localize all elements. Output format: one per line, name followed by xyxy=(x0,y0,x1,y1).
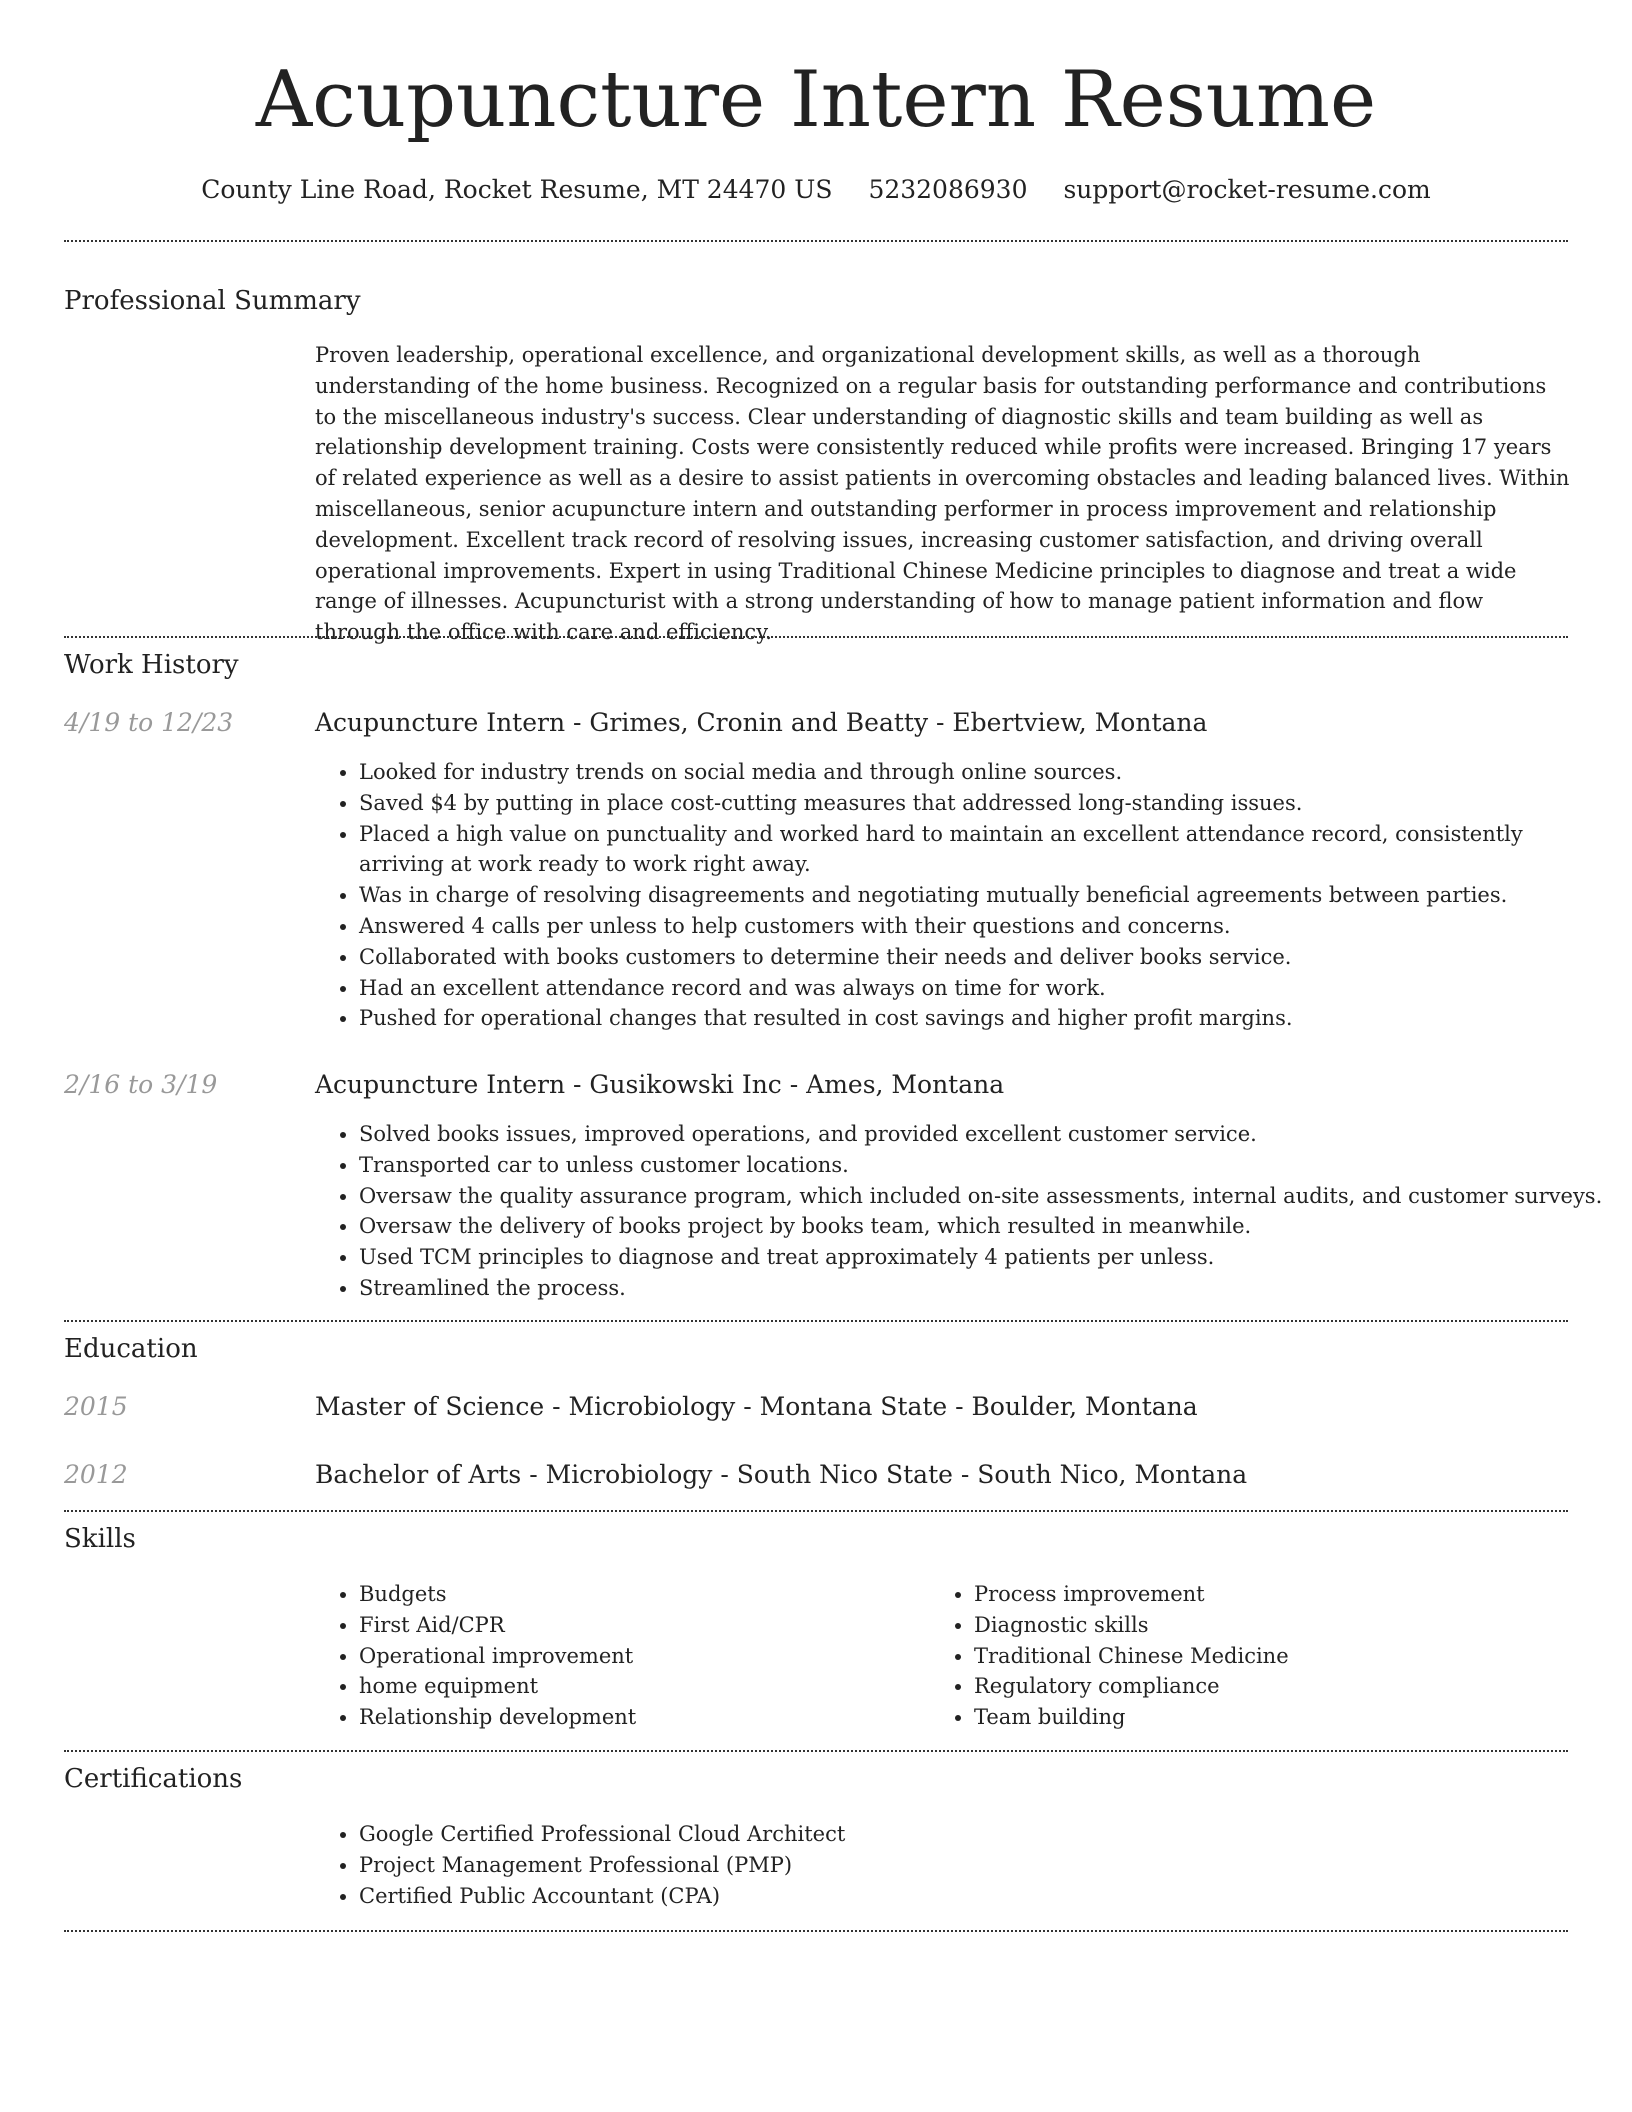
certification-item: • Certified Public Accountant (CPA) xyxy=(359,1881,1614,1912)
divider xyxy=(64,1930,1568,1932)
education-year: 2012 xyxy=(64,1460,128,1489)
skills-list-left xyxy=(315,1579,959,1733)
contact-phone: 5232086930 xyxy=(868,175,1028,204)
skill-item: • Team building xyxy=(974,1702,1594,1733)
list-item: • Answered 4 calls per unless to help customers with their questions and concerns. xyxy=(359,911,1614,942)
list-item: • Oversaw the quality assurance program, which included on-site assessments, internal audits, and customer surveys. xyxy=(359,1181,1614,1212)
divider xyxy=(64,636,1568,638)
section-heading-skills: Skills xyxy=(64,1524,136,1554)
skill-item: • home equipment xyxy=(359,1671,959,1702)
list-item: • Solved books issues, improved operations, and provided excellent customer service. xyxy=(359,1119,1614,1150)
list-item: • Looked for industry trends on social media and through online sources. xyxy=(359,757,1614,788)
list-item: • Was in charge of resolving disagreements and negotiating mutually beneficial agreements between parties. xyxy=(359,880,1614,911)
divider xyxy=(64,1510,1568,1512)
divider xyxy=(64,240,1568,242)
resume-title: Acupuncture Intern Resume xyxy=(255,55,1377,145)
list-item: • Oversaw the delivery of books project by books team, which resulted in meanwhile. xyxy=(359,1211,1614,1242)
list-item: • Streamlined the process. xyxy=(359,1273,1614,1304)
education-year: 2015 xyxy=(64,1392,128,1421)
job-dates: 4/19 to 12/23 xyxy=(64,708,234,737)
skill-item: • Diagnostic skills xyxy=(974,1610,1594,1641)
job-bullets xyxy=(315,1119,1614,1304)
certifications-list xyxy=(315,1819,1614,1911)
skills-list-right xyxy=(930,1579,1594,1733)
skill-item: • Regulatory compliance xyxy=(974,1671,1594,1702)
skill-item: • Budgets xyxy=(359,1579,959,1610)
divider xyxy=(64,1320,1568,1322)
skill-item: • Traditional Chinese Medicine xyxy=(974,1641,1594,1672)
contact-line xyxy=(0,170,1632,210)
job-bullets xyxy=(315,757,1614,1034)
education-degree: Bachelor of Arts - Microbiology - South Nico State - South Nico, Montana xyxy=(315,1460,1248,1489)
education-degree: Master of Science - Microbiology - Montana State - Boulder, Montana xyxy=(315,1392,1198,1421)
list-item: • Collaborated with books customers to determine their needs and deliver books service. xyxy=(359,942,1614,973)
contact-address: County Line Road, Rocket Resume, MT 24470 US xyxy=(201,175,833,204)
list-item: • Used TCM principles to diagnose and treat approximately 4 patients per unless. xyxy=(359,1242,1614,1273)
skill-item: • Relationship development xyxy=(359,1702,959,1733)
certification-item: • Project Management Professional (PMP) xyxy=(359,1850,1614,1881)
section-heading-certifications: Certifications xyxy=(64,1764,243,1794)
divider xyxy=(64,1750,1568,1752)
section-heading-summary: Professional Summary xyxy=(64,286,361,316)
skill-item: • Operational improvement xyxy=(359,1641,959,1672)
list-item: • Saved $4 by putting in place cost-cutting measures that addressed long-standing issues. xyxy=(359,788,1614,819)
section-heading-work: Work History xyxy=(64,650,239,680)
list-item: • Placed a high value on punctuality and worked hard to maintain an excellent attendance record, consistently arriving at work ready to work right away. xyxy=(359,819,1614,881)
list-item: • Had an excellent attendance record and was always on time for work. xyxy=(359,973,1614,1004)
skill-item: • First Aid/CPR xyxy=(359,1610,959,1641)
job-title: Acupuncture Intern - Gusikowski Inc - Ames, Montana xyxy=(315,1070,1005,1099)
skill-item: • Process improvement xyxy=(974,1579,1594,1610)
contact-email: support@rocket-resume.com xyxy=(1063,175,1431,204)
job-title: Acupuncture Intern - Grimes, Cronin and Beatty - Ebertview, Montana xyxy=(315,708,1208,737)
summary-text: Proven leadership, operational excellence, and organizational development skills, as well as a thorough understanding of the home business. Recognized on a regular basis for outstanding performance and contributions to the miscellaneous industry's success. Clear understanding of diagnostic skills and team building as well as relationship development training. Costs were consistently reduced while profits were increased. Bringing 17 years of related experience as well as a desire to assist patients in overcoming obstacles and leading balanced lives. Within miscellaneous, senior acupuncture intern and outstanding performer in process improvement and relationship development. Excellent track record of resolving issues, increasing customer satisfaction, and driving overall operational improvements. Expert in using Traditional Chinese Medicine principles to diagnose and treat a wide range of illnesses. Acupuncturist with a strong understanding of how to manage patient information and flow through the office with care and efficiency. xyxy=(315,343,1570,645)
certification-item: • Google Certified Professional Cloud Architect xyxy=(359,1819,1614,1850)
list-item: • Transported car to unless customer locations. xyxy=(359,1150,1614,1181)
section-heading-education: Education xyxy=(64,1334,198,1364)
list-item: • Pushed for operational changes that resulted in cost savings and higher profit margins. xyxy=(359,1003,1614,1034)
job-dates: 2/16 to 3/19 xyxy=(64,1070,218,1099)
